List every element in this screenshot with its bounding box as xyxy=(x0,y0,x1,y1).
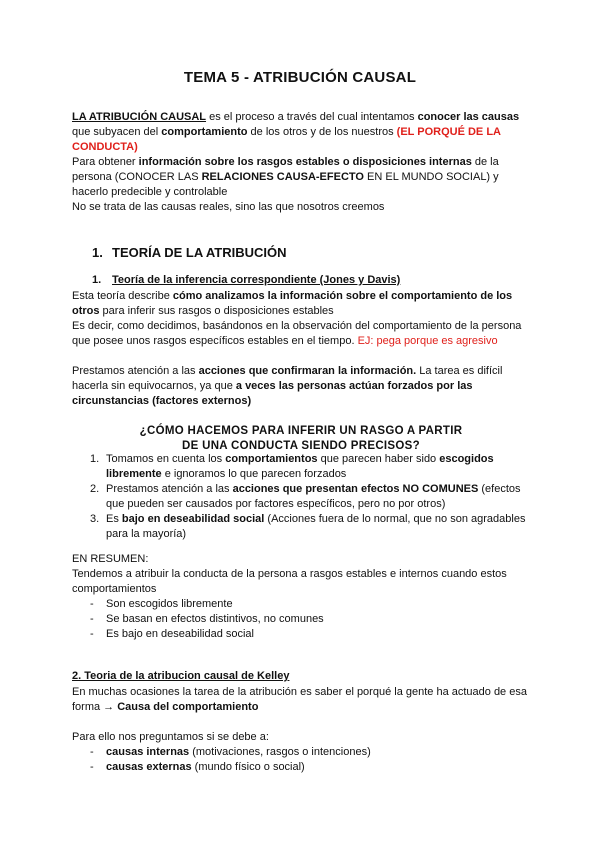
list-item xyxy=(72,627,530,642)
text: Tomamos en cuenta los xyxy=(106,453,226,465)
bold-text: acciones que confirmaran la información. xyxy=(198,365,417,377)
list-item xyxy=(72,760,530,775)
intro-paragraph-1 xyxy=(72,110,530,155)
highlight-text: (EL PORQUÉ DE LA CONDUCTA) xyxy=(72,126,501,153)
text: de los otros y de los nuestros xyxy=(247,126,397,138)
dash-marker: - xyxy=(90,761,94,773)
text: Prestamos atención a las xyxy=(72,365,199,377)
heading-text: Teoría de la inferencia correspondiente (Jones y Davis) xyxy=(112,274,401,286)
bold-text: cómo analizamos la información sobre el comportamiento de los otros xyxy=(72,290,513,317)
heading-number: 1. xyxy=(92,245,103,260)
text: (motivaciones, rasgos o intenciones) xyxy=(189,746,371,758)
list-marker: 2. xyxy=(90,483,100,495)
text: de la persona (CONOCER LAS xyxy=(72,156,499,183)
list-item xyxy=(72,482,530,512)
s2-paragraph-1 xyxy=(72,685,530,715)
section-2-heading xyxy=(72,669,530,684)
item-text: Es bajo en deseabilidad social xyxy=(106,628,254,640)
bold-text: causas internas xyxy=(106,746,190,758)
numbered-list xyxy=(72,452,530,542)
text: Prestamos atención a las xyxy=(106,483,233,495)
bold-text: conocer las causas xyxy=(417,111,520,123)
summary-block xyxy=(72,552,530,642)
bold-text: escogidos libremente xyxy=(106,453,494,480)
heading-text: 2. Teoria de la atribucion causal de Kelley xyxy=(72,670,290,682)
list-marker: 3. xyxy=(90,513,100,525)
bold-text: comportamientos xyxy=(225,453,318,465)
text: La tarea es difícil hacerla sin equivocarnos, ya que xyxy=(72,365,503,392)
s1-paragraph-3 xyxy=(72,364,530,409)
bold-text: causas externas xyxy=(106,761,192,773)
text: EN EL MUNDO SOCIAL) y hacerlo predecible y controlable xyxy=(72,171,499,198)
item-text: Son escogidos libremente xyxy=(106,598,233,610)
list-item xyxy=(72,597,530,612)
summary-text: Tendemos a atribuir la conducta de la persona a rasgos estables e internos cuando estos comportamientos xyxy=(72,568,507,595)
summary-list xyxy=(72,597,530,642)
intro-paragraph-3: No se trata de las causas reales, sino las que nosotros creemos xyxy=(72,201,385,213)
bold-text: a veces las personas actúan forzados por las circunstancias (factores externos) xyxy=(72,380,473,407)
text: (Acciones fuera de lo normal, que no son agradables para la mayoría) xyxy=(106,513,526,540)
s1-paragraph-1 xyxy=(72,289,530,319)
question-line-1: ¿CÓMO HACEMOS PARA INFERIR UN RASGO A PARTIR xyxy=(139,425,463,437)
text: Para obtener xyxy=(72,156,139,168)
text: Es xyxy=(106,513,122,525)
dash-marker: - xyxy=(90,598,94,610)
page-title: TEMA 5 - ATRIBUCIÓN CAUSAL xyxy=(183,69,417,86)
heading-text: TEORÍA DE LA ATRIBUCIÓN xyxy=(112,245,287,260)
list-item xyxy=(72,612,530,627)
text: Esta teoría describe xyxy=(72,290,173,302)
causes-list xyxy=(72,745,530,775)
text: En muchas ocasiones la tarea de la atribución es saber el porqué la gente ha actuado de esa forma → xyxy=(72,686,527,713)
list-item xyxy=(72,745,530,760)
text: que subyacen del xyxy=(72,126,162,138)
list-item xyxy=(72,452,530,482)
bold-text: comportamiento xyxy=(161,126,248,138)
list-marker: 1. xyxy=(90,453,100,465)
section-1-heading xyxy=(92,245,550,260)
example-text: EJ: pega porque es agresivo xyxy=(357,335,498,347)
summary-title: EN RESUMEN: xyxy=(72,553,149,565)
bold-text: acciones que presentan efectos NO COMUNES xyxy=(232,483,479,495)
question-heading xyxy=(72,424,530,454)
item-text: Se basan en efectos distintivos, no comunes xyxy=(106,613,324,625)
text: (mundo físico o social) xyxy=(191,761,305,773)
list-item xyxy=(72,512,530,542)
section-1-body xyxy=(72,289,530,409)
subsection-heading xyxy=(92,273,550,288)
text: (efectos que pueden ser causados por factores específicos, pero no por otros) xyxy=(106,483,521,510)
s2-paragraph-2: Para ello nos preguntamos si se debe a: xyxy=(72,731,269,743)
bold-text: bajo en deseabilidad social xyxy=(121,513,265,525)
dash-marker: - xyxy=(90,628,94,640)
heading-number: 1. xyxy=(92,274,102,286)
intro-block xyxy=(72,110,530,215)
text: Es decir, como decidimos, basándonos en la observación del comportamiento de la persona que posee unos rasgos específicos estables en el tiempo. xyxy=(72,320,522,347)
intro-paragraph-2 xyxy=(72,155,530,200)
dash-marker: - xyxy=(90,746,94,758)
text: es el proceso a través del cual intentamos xyxy=(206,111,418,123)
term-atribucion-causal: LA ATRIBUCIÓN CAUSAL xyxy=(72,111,207,123)
question-line-2: DE UNA CONDUCTA SIENDO PRECISOS? xyxy=(182,440,420,452)
text: que parecen haber sido xyxy=(317,453,440,465)
s1-paragraph-2 xyxy=(72,319,530,349)
section-2-body xyxy=(72,685,530,775)
bold-text: información sobre los rasgos estables o disposiciones internas xyxy=(138,156,472,168)
text: para inferir sus rasgos o disposiciones estables xyxy=(99,305,334,317)
bold-text: Causa del comportamiento xyxy=(117,701,259,713)
bold-text: RELACIONES CAUSA-EFECTO xyxy=(201,171,364,183)
dash-marker: - xyxy=(90,613,94,625)
text: e ignoramos lo que parecen forzados xyxy=(161,468,347,480)
